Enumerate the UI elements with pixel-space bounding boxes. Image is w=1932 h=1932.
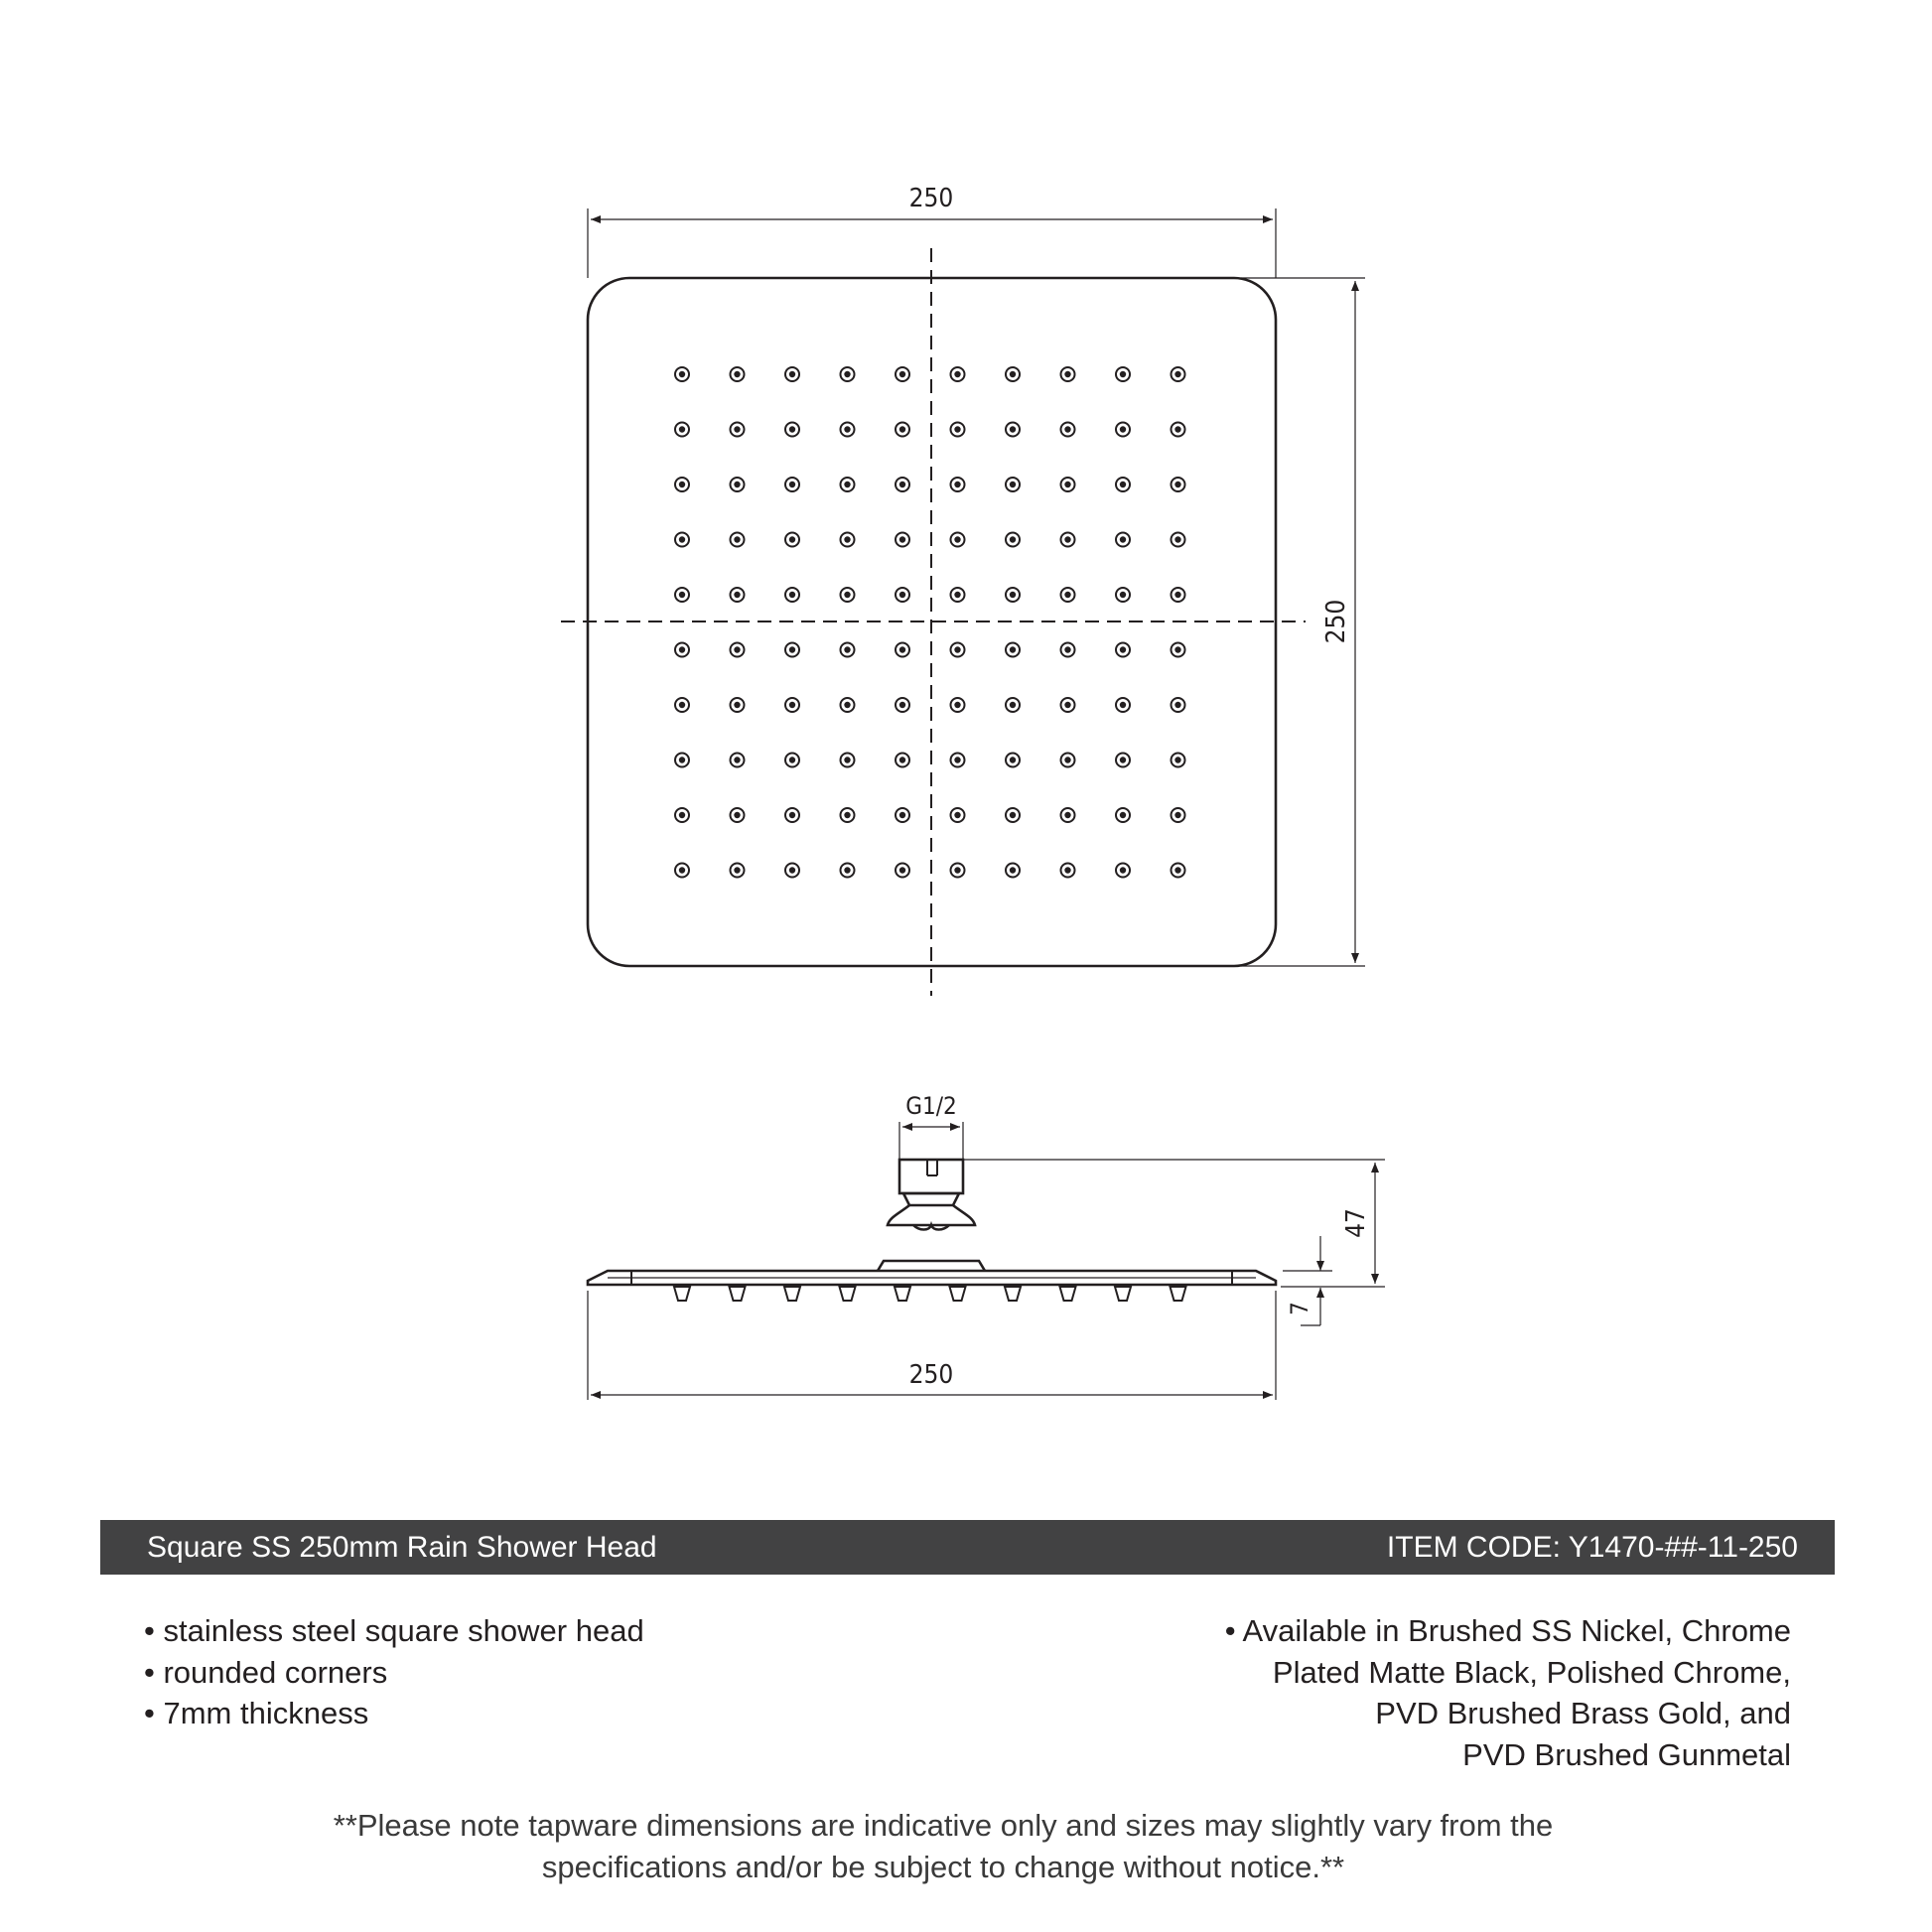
nozzle [731, 754, 745, 767]
nozzle [785, 643, 799, 657]
nozzle [1116, 478, 1130, 491]
nozzle [951, 367, 965, 381]
nozzle [731, 643, 745, 657]
nozzle [1061, 533, 1075, 547]
side-nozzles [674, 1287, 1186, 1301]
nozzle [731, 698, 745, 712]
nozzle [896, 367, 909, 381]
nozzle [841, 367, 855, 381]
nozzle [951, 588, 965, 602]
nozzle [675, 533, 689, 547]
nozzle [785, 533, 799, 547]
nozzle [1172, 698, 1185, 712]
side-plate [588, 1271, 1276, 1285]
nozzle [675, 423, 689, 437]
shower-arm-connector [878, 1160, 985, 1271]
nozzle [1006, 698, 1020, 712]
nozzle [1172, 423, 1185, 437]
nozzle [841, 864, 855, 878]
nozzle [951, 533, 965, 547]
nozzle [1006, 533, 1020, 547]
nozzle [785, 808, 799, 822]
nozzle-tip [674, 1287, 690, 1301]
nozzle [1116, 808, 1130, 822]
nozzle-tip [1115, 1287, 1131, 1301]
nozzle [951, 643, 965, 657]
nozzle [1172, 808, 1185, 822]
nozzle [1061, 478, 1075, 491]
nozzle [896, 588, 909, 602]
nozzle [951, 754, 965, 767]
nozzle [1006, 864, 1020, 878]
nozzle [1172, 864, 1185, 878]
nozzle [1006, 478, 1020, 491]
inlet-dim: G1/2 [905, 1092, 957, 1120]
item-code: ITEM CODE: Y1470-##-11-250 [1386, 1531, 1798, 1564]
disclaimer [199, 1805, 1688, 1888]
disclaimer-line: **Please note tapware dimensions are indicative only and sizes may slightly vary from the [333, 1808, 1554, 1843]
nozzle-tip [1005, 1287, 1021, 1301]
nozzle [951, 423, 965, 437]
nozzle-tip [950, 1287, 966, 1301]
nozzle [675, 698, 689, 712]
nozzle [1006, 754, 1020, 767]
feature-item: • stainless steel square shower head [144, 1613, 644, 1648]
nozzle [785, 367, 799, 381]
nozzle [896, 698, 909, 712]
nozzle [675, 367, 689, 381]
nozzle [841, 423, 855, 437]
nozzle [841, 698, 855, 712]
nozzle [1116, 367, 1130, 381]
nozzle [951, 698, 965, 712]
nozzle [1061, 754, 1075, 767]
feature-item: • rounded corners [144, 1654, 388, 1690]
nozzle [1172, 643, 1185, 657]
nozzle [731, 808, 745, 822]
nozzle [785, 588, 799, 602]
side-height-dim: 47 [1341, 1208, 1371, 1238]
side-width-dim: 250 [908, 1360, 954, 1390]
finish-options [1036, 1610, 1791, 1775]
nozzle-tip [840, 1287, 856, 1301]
nozzle [675, 754, 689, 767]
nozzle [841, 533, 855, 547]
nozzle [1006, 808, 1020, 822]
disclaimer-line: specifications and/or be subject to change without notice.** [541, 1850, 1345, 1884]
nozzle [785, 698, 799, 712]
nozzle [896, 808, 909, 822]
nozzle [785, 864, 799, 878]
nozzle [841, 643, 855, 657]
nozzle [841, 588, 855, 602]
nozzle [896, 423, 909, 437]
nozzle [731, 367, 745, 381]
nozzle [1006, 367, 1020, 381]
nozzle [1172, 533, 1185, 547]
top-width-dim: 250 [908, 184, 954, 213]
nozzle [896, 533, 909, 547]
nozzle [675, 478, 689, 491]
nozzle-tip [1171, 1287, 1186, 1301]
nozzle [1006, 588, 1020, 602]
nozzle [896, 864, 909, 878]
nozzle [731, 423, 745, 437]
nozzle [1061, 864, 1075, 878]
nozzle [1116, 643, 1130, 657]
nozzle [896, 478, 909, 491]
nozzle [675, 588, 689, 602]
nozzle [1006, 423, 1020, 437]
nozzle [675, 864, 689, 878]
finish-options-line: Plated Matte Black, Polished Chrome, [1272, 1654, 1791, 1690]
nozzle [731, 864, 745, 878]
nozzle-tip [895, 1287, 910, 1301]
nozzle [1116, 533, 1130, 547]
nozzle [1061, 367, 1075, 381]
nozzle [785, 754, 799, 767]
nozzle [951, 808, 965, 822]
nozzle [841, 754, 855, 767]
top-height-dim: 250 [1321, 599, 1351, 644]
nozzle [1172, 754, 1185, 767]
nozzle [1116, 423, 1130, 437]
nozzle [896, 754, 909, 767]
nozzle [896, 643, 909, 657]
finish-options-line: PVD Brushed Brass Gold, and [1375, 1696, 1791, 1730]
nozzle [841, 808, 855, 822]
nozzle [785, 478, 799, 491]
nozzle-tip [784, 1287, 800, 1301]
side-view [588, 1092, 1385, 1400]
nozzle [1172, 588, 1185, 602]
nozzle [1061, 643, 1075, 657]
nozzle [1116, 698, 1130, 712]
nozzle-tip [1060, 1287, 1076, 1301]
nozzle [1061, 808, 1075, 822]
nozzle [675, 808, 689, 822]
top-view [561, 184, 1365, 996]
nozzle [1172, 367, 1185, 381]
nozzle [731, 588, 745, 602]
nozzle [675, 643, 689, 657]
nozzle [1061, 698, 1075, 712]
nozzle [1116, 864, 1130, 878]
product-title: Square SS 250mm Rain Shower Head [147, 1531, 657, 1564]
finish-options-line: • Available in Brushed SS Nickel, Chrome [1224, 1613, 1791, 1648]
nozzle [1006, 643, 1020, 657]
nozzle [731, 533, 745, 547]
nozzle [1061, 588, 1075, 602]
nozzle [1172, 478, 1185, 491]
nozzle [841, 478, 855, 491]
nozzle [785, 423, 799, 437]
nozzle [951, 478, 965, 491]
feature-item: • 7mm thickness [144, 1696, 369, 1730]
nozzle [1116, 754, 1130, 767]
side-thickness-dim: 7 [1286, 1302, 1313, 1315]
nozzle-tip [730, 1287, 746, 1301]
features-list-left [144, 1610, 644, 1734]
nozzle [951, 864, 965, 878]
title-bar [100, 1520, 1835, 1575]
nozzle [1116, 588, 1130, 602]
nozzle [731, 478, 745, 491]
finish-options-line: PVD Brushed Gunmetal [1462, 1736, 1791, 1772]
nozzle [1061, 423, 1075, 437]
